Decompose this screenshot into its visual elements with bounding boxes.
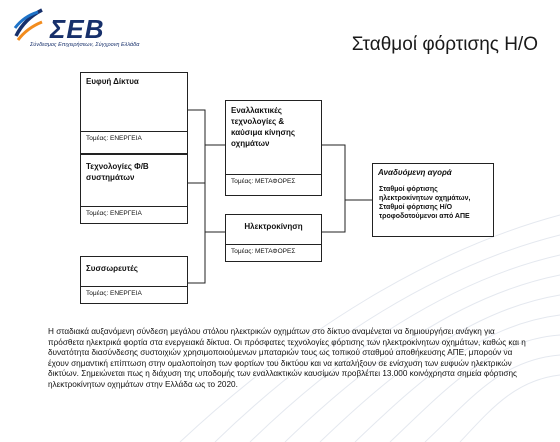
- box-electromobility: [225, 214, 322, 262]
- box-title: Τεχνολογίες Φ/Β συστημάτων: [86, 162, 149, 182]
- logo-tagline: Σύνδεσμος Επιχειρήσεων, Σύγχρονη Ελλάδα: [30, 42, 140, 48]
- logo-wordmark: ΣΕΒ: [50, 14, 105, 44]
- box-sector: Τομέας: ΜΕΤΑΦΟΡΕΣ: [226, 244, 321, 261]
- box-sector: Τομέας: ΜΕΤΑΦΟΡΕΣ: [226, 174, 321, 191]
- box-title: Αναδυόμενη αγορά: [378, 168, 452, 177]
- box-emerging-market: [372, 163, 494, 237]
- box-smart-grids: [80, 72, 188, 154]
- box-batteries: [80, 256, 188, 304]
- box-title: Ηλεκτροκίνηση: [244, 222, 303, 231]
- box-title: Εναλλακτικές τεχνολογίες & καύσιμα κίνησης οχημάτων: [231, 106, 296, 148]
- box-body: Σταθμοί φόρτισης ηλεκτροκίνητων οχημάτων, Σταθμοί φόρτισης Η/Ο τροφοδοτούμενοι από ΑΠΕ: [379, 186, 471, 220]
- box-sector: Τομέας: ΕΝΕΡΓΕΙΑ: [81, 131, 187, 148]
- box-title: Ευφυή Δίκτυα: [86, 77, 139, 86]
- slide-title: Σταθμοί φόρτισης Η/Ο: [351, 34, 538, 55]
- box-sector: Τομέας: ΕΝΕΡΓΕΙΑ: [81, 286, 187, 303]
- box-alternative-technologies: [225, 100, 322, 196]
- box-sector: Τομέας: ΕΝΕΡΓΕΙΑ: [81, 206, 187, 223]
- box-pv-technologies: [80, 154, 188, 224]
- box-title: Συσσωρευτές: [86, 264, 138, 273]
- description-paragraph: Η σταδιακά αυξανόμενη σύνδεση μεγάλου στόλου ηλεκτρικών οχημάτων στο δίκτυο αναμένεται να δημιουργήσει ανάγκη για πρόσθετα ηλεκτρικά φορτία στα ενεργειακά δίκτυα. Οι πρόσφατες τεχνολογίες φόρτισης των ηλεκτροκίνητων οχημάτων, καθώς και η δυνατότητα διασύνδεσης συστοιχιών χρησιμοποιούμενων μπαταριών τους ως τοπικού σταθμού αποθήκευσης ΑΠΕ, μπορούν να έχουν σημαντική επίπτωση στην ομαλοποίηση των φορτίων του δικτύου και να καταλήξουν σε ενίσχυση των ευφυών ηλεκτρικών δικτύων. Σημειώνεται πως η διάχυση της υποδομής των εναλλακτικών καυσίμων προβλέπει 13.000 κοινόχρηστα σημεία φόρτισης ηλεκτροκίνητων οχημάτων στην Ελλάδα ως το 2020.: [48, 327, 526, 389]
